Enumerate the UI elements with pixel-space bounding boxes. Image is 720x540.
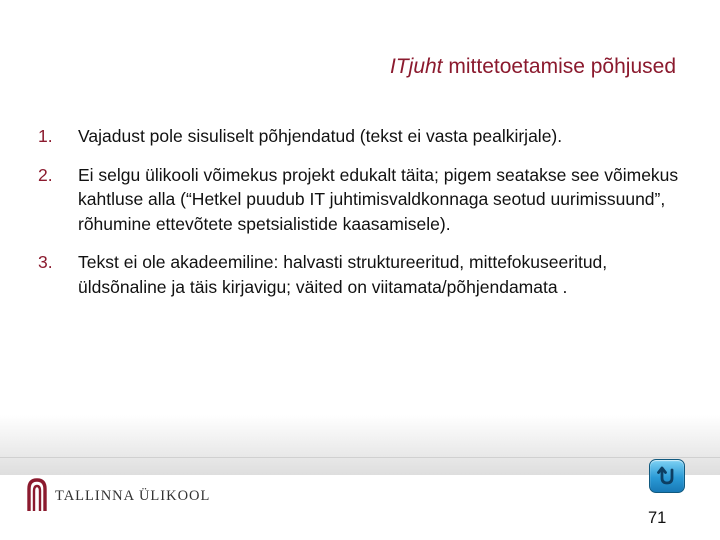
list-item (38, 250, 688, 299)
list-item (38, 124, 688, 149)
return-arrow-icon (656, 465, 678, 487)
logo-text: TALLINNA ÜLIKOOL (55, 487, 211, 504)
footer-band (0, 415, 720, 475)
title-rest: mittetoetamise põhjused (442, 55, 676, 78)
reasons-list (38, 124, 688, 313)
university-logo (26, 478, 210, 512)
list-item (38, 163, 688, 237)
footer-divider (0, 457, 720, 458)
university-emblem-icon (26, 478, 48, 512)
list-item-text: Ei selgu ülikooli võimekus projekt edukalt täita; pigem seatakse see võimekus kahtluse alla (“Hetkel puudub IT juhtimisvaldkonnaga seotud uurimissuund”, rõhumine ettevõtete spetsialistide kaasamisele). (78, 164, 679, 234)
list-item-text: Vajadust pole sisuliselt põhjendatud (tekst ei vasta pealkirjale). (78, 126, 563, 146)
title-italic: ITjuht (390, 55, 443, 78)
slide-title (390, 55, 676, 79)
list-item-number: 3. (38, 252, 53, 272)
return-nav-button[interactable] (649, 459, 685, 493)
list-item-text: Tekst ei ole akadeemiline: halvasti struktureeritud, mittefokuseeritud, üldsõnaline ja täis kirjavigu; väited on viitamata/põhjendamata . (78, 252, 608, 297)
list-item-number: 2. (38, 164, 53, 185)
page-number: 71 (648, 509, 667, 527)
list-item-number: 1. (38, 126, 53, 146)
